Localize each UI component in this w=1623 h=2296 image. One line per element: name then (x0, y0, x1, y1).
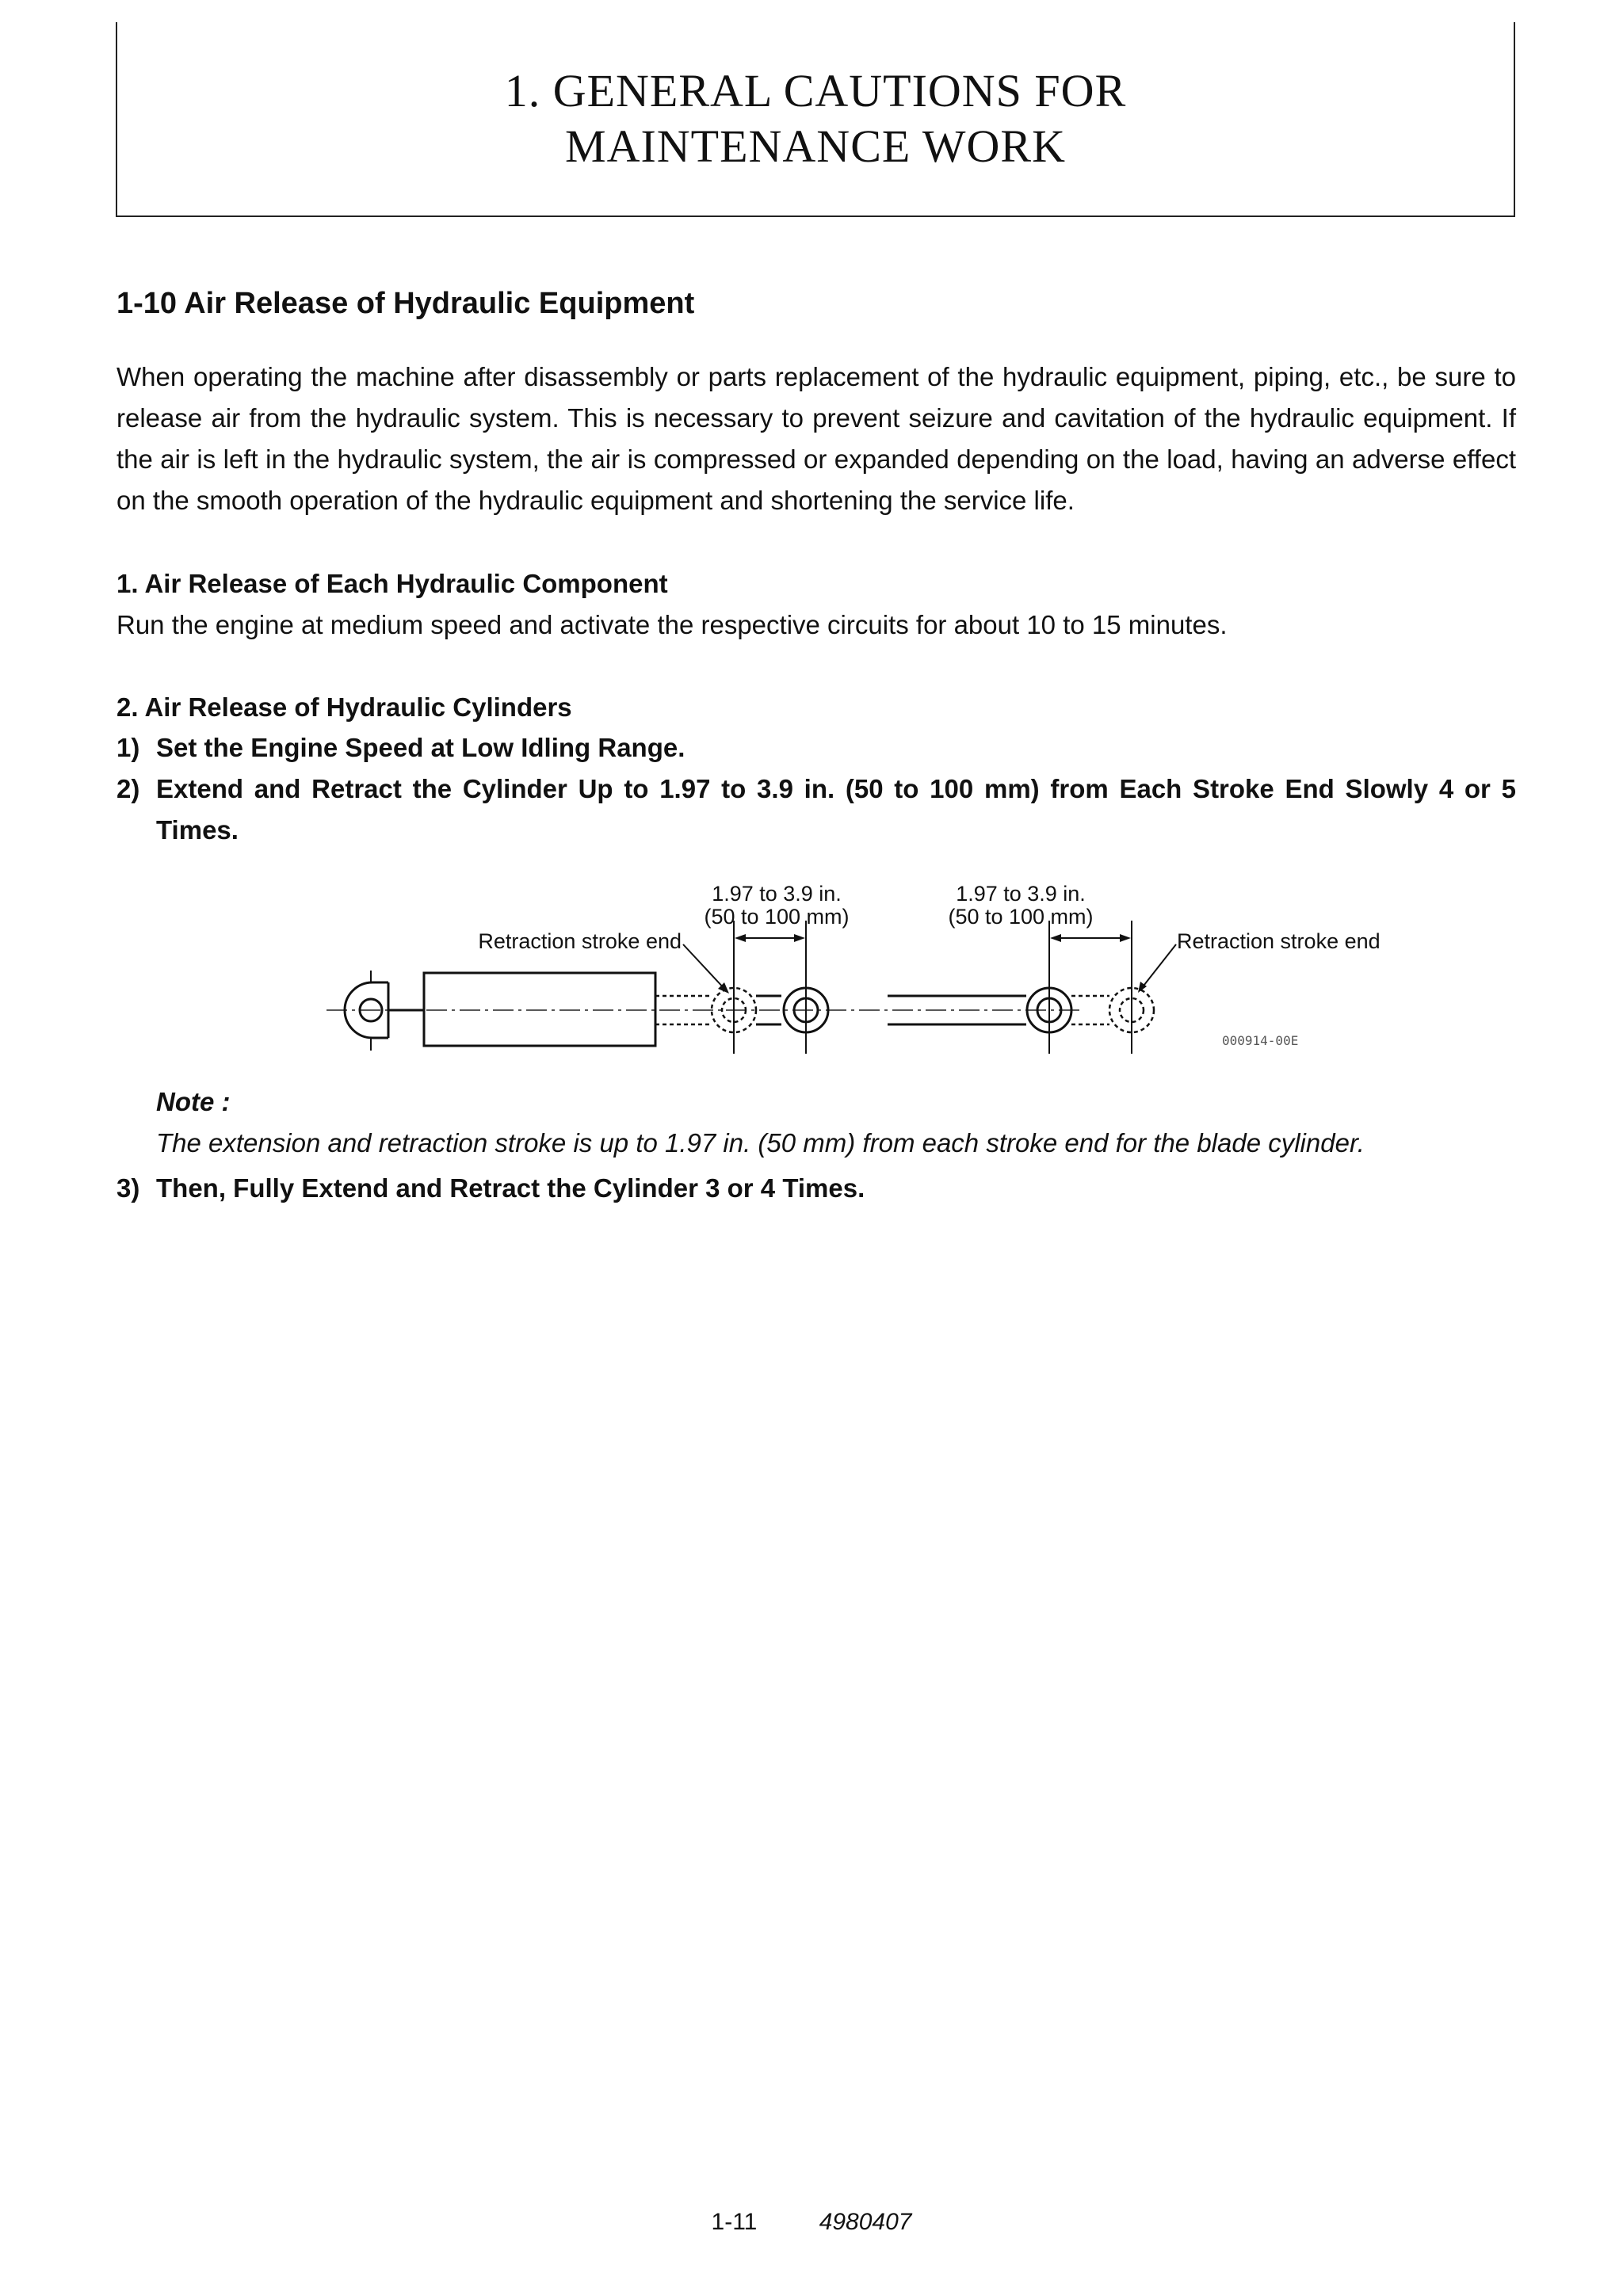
step-text: Then, Fully Extend and Retract the Cylinder 3 or 4 Times. (156, 1173, 865, 1203)
cylinder-stroke-diagram (317, 871, 1381, 1062)
document-number: 4980407 (819, 2209, 912, 2235)
right-dim-arrow-l (1050, 934, 1061, 942)
figure-code: 000914-00E (1222, 1033, 1299, 1048)
left-dim-arrow-r (794, 934, 805, 942)
intro-line: an adverse effect on the smooth operation of the hydraulic equipment and shortening the service life. (116, 444, 1516, 515)
page-footer (0, 2209, 1623, 2236)
left-dimension-line-1: 1.97 to 3.9 in. (712, 882, 842, 906)
intro-line: equipment. If the air is left in the hydraulic system, the air is compressed or expanded depending on the load, having (116, 403, 1517, 474)
step-3 (116, 1168, 1516, 1209)
intro-paragraph (116, 357, 1516, 521)
step-number: 2) (116, 774, 140, 803)
note-text: The extension and retraction stroke is up to 1.97 in. (50 mm) from each stroke end for the blade cylinder. (156, 1128, 1365, 1158)
note-label: Note : (156, 1087, 231, 1116)
left-dimension-line-2: (50 to 100 mm) (704, 905, 850, 929)
intro-line: sure to release air from the hydraulic system. This is necessary to prevent seizure and cavitation of the hydraulic (116, 362, 1516, 433)
step-2 (116, 769, 1516, 851)
right-dimension-line-1: 1.97 to 3.9 in. (956, 882, 1086, 906)
step-text: Set the Engine Speed at Low Idling Range. (156, 733, 685, 762)
left-dim-arrow-l (735, 934, 746, 942)
chapter-title-line-1: 1. GENERAL CAUTIONS FOR (504, 65, 1127, 116)
step-1 (116, 727, 1516, 769)
step-text: Extend and Retract the Cylinder Up to 1.97 to 3.9 in. (50 to 100 mm) from Each Stroke End Slowly 4 or 5 Times. (156, 774, 1516, 845)
left-cylinder-barrel (424, 973, 655, 1046)
chapter-header-box (116, 22, 1515, 217)
step-number: 1) (116, 733, 140, 762)
intro-line: When operating the machine after disassembly or parts replacement of the hydraulic equipment, piping, etc., be (116, 362, 1426, 391)
right-dimension-line-2: (50 to 100 mm) (948, 905, 1094, 929)
step-number: 3) (116, 1173, 140, 1203)
right-dim-arrow-r (1120, 934, 1131, 942)
page-number: 1-11 (711, 2209, 758, 2235)
section-heading: 1-10 Air Release of Hydraulic Equipment (116, 287, 695, 320)
left-retraction-label: Retraction stroke end (478, 929, 682, 953)
cylinder-stroke-svg (317, 871, 1381, 1062)
part1-heading: 1. Air Release of Each Hydraulic Component (116, 569, 668, 598)
part2-heading: 2. Air Release of Hydraulic Cylinders (116, 692, 572, 722)
right-retraction-label: Retraction stroke end (1177, 929, 1381, 953)
chapter-title-line-2: MAINTENANCE WORK (565, 120, 1066, 172)
part1-text: Run the engine at medium speed and activate the respective circuits for about 10 to 15 minutes. (116, 610, 1228, 639)
right-leader-line (1141, 944, 1176, 989)
chapter-title (117, 63, 1514, 174)
left-leader-line (683, 944, 726, 990)
